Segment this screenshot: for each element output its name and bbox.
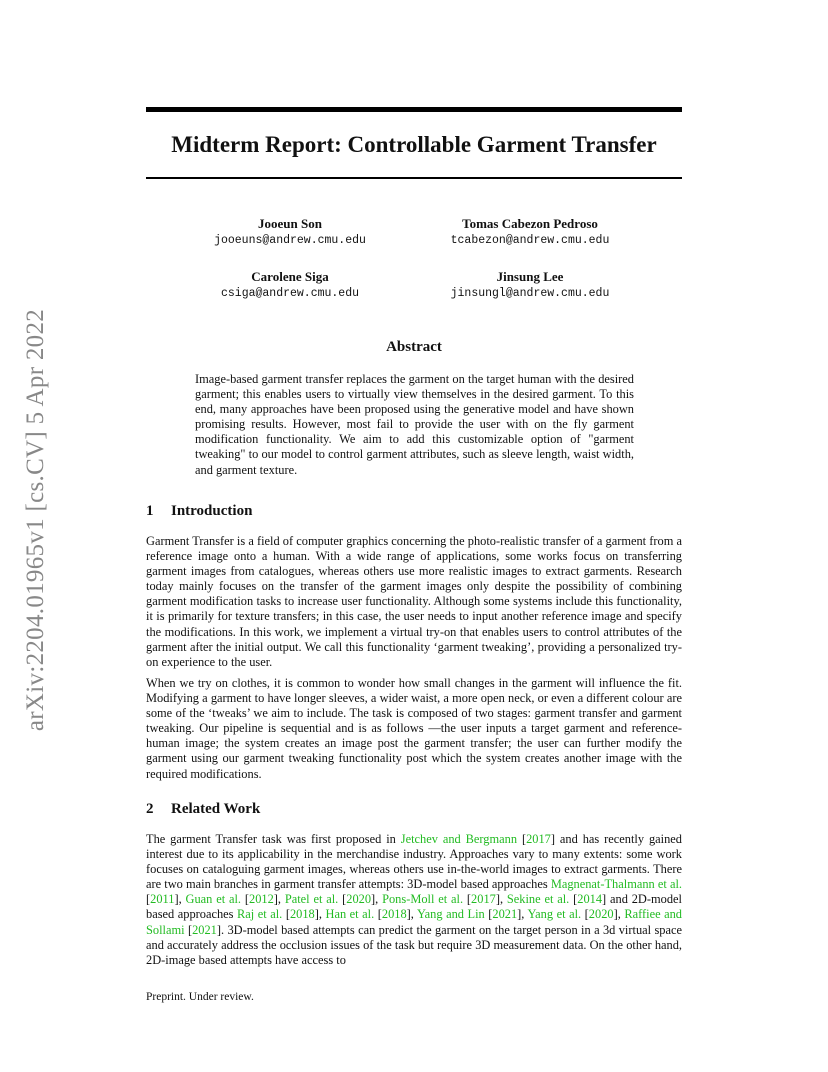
body-text: ], <box>371 892 383 907</box>
citation-year-link[interactable]: 2012 <box>249 892 274 907</box>
citation-link[interactable]: Jetchev and Bergmann <box>400 832 518 846</box>
body-text: The garment Transfer task was first proposed in <box>146 832 401 846</box>
author-block <box>420 216 640 249</box>
body-text: ], <box>406 907 417 922</box>
body-text: [ <box>484 907 493 922</box>
body-text: ] and has recently gained interest due to its applicability in the merchandise industry. Approaches vary to many extents: some work focuses on cataloguing garment images, whereas others use in-the-world images to extract garments. There are two main branches in garment transfer attempts: 3D-model based approaches <box>146 832 682 892</box>
author-name: Jooeun Son <box>258 216 322 231</box>
section-heading-related-work <box>146 799 260 819</box>
citation-link[interactable]: Yang et al. <box>527 907 582 922</box>
body-text: ], <box>517 907 528 922</box>
author-name: Carolene Siga <box>251 269 329 284</box>
section-number: 2 <box>146 801 154 817</box>
body-text: [ <box>581 907 589 922</box>
body-text: [ <box>241 892 249 907</box>
author-block <box>420 269 640 302</box>
body-text: ] and 2D-model based approaches <box>146 892 682 922</box>
citation-year-link[interactable]: 2020 <box>588 907 614 922</box>
citation-year-link[interactable]: 2018 <box>381 907 407 922</box>
citation-link[interactable]: Han et al. <box>325 907 375 922</box>
citation-year-link[interactable]: 2021 <box>192 922 217 937</box>
body-text: [ <box>184 922 193 937</box>
title-top-rule <box>146 107 682 112</box>
citation-year-link[interactable]: 2014 <box>577 892 603 907</box>
body-text: [ <box>146 892 151 907</box>
citation-link[interactable]: Patel et al. <box>284 892 339 907</box>
body-text: ], <box>613 907 625 922</box>
author-name: Tomas Cabezon Pedroso <box>462 216 598 231</box>
arxiv-identifier-stamp[interactable]: arXiv:2204.01965v1 [cs.CV] 5 Apr 2022 <box>22 308 49 732</box>
citation-year-link[interactable]: 2011 <box>150 892 175 907</box>
introduction-paragraph-2: When we try on clothes, it is common to wonder how small changes in the garment will influence the fit. Modifying a garment to have longer sleeves, a wider waist, a more open neck, or even a different colour are some of the ‘tweaks’ we aim to include. The task is composed of two stages: garment transfer and garment tweaking. Our pipeline is sequential and is as follows —the user inputs a target garment and reference-human image; the system creates an image post the garment transfer; the user can further modify the garment using our garment tweaking functionality post which the system creates another image with the required modifications. <box>146 676 682 781</box>
body-text: [ <box>282 907 290 922</box>
section-number: 1 <box>146 503 154 519</box>
author-name: Jinsung Lee <box>496 269 564 284</box>
body-text: ], <box>273 892 285 907</box>
citation-link[interactable]: Raffiee and Sollami <box>146 907 683 937</box>
citation-link[interactable]: Magnenat-Thalmann et al. <box>550 877 682 892</box>
citation-link[interactable]: Yang and Lin <box>416 907 485 922</box>
citation-link[interactable]: Pons-Moll et al. <box>382 892 464 907</box>
footer-note: Preprint. Under review. <box>146 991 254 1003</box>
introduction-paragraph-1: Garment Transfer is a field of computer graphics concerning the photo-realistic transfer of a garment from a reference image onto a human. With a wide range of applications, some works focus on transferring garment images from catalogues, whereas others use more realistic images to extract garments. Research today mainly focuses on the transfer of the garment images only despite the possibility of combining garment modification tasks to increase user functionality. Although some systems include this functionality, it is primarily for texture transfers; in this case, the user needs to input another reference image and specify the modifications. In this work, we implement a virtual try-on that enables users to control attributes of the garment after the initial output. We call this functionality ‘garment tweaking’, providing a personalized try-on experience to the user. <box>146 534 682 669</box>
related-work-paragraph <box>146 832 682 968</box>
author-block <box>180 269 400 302</box>
body-text: ], <box>174 892 186 907</box>
body-text: [ <box>338 892 347 907</box>
section-title: Introduction <box>171 503 253 519</box>
paper-title: Midterm Report: Controllable Garment Transfer <box>171 132 657 157</box>
body-text: [ <box>569 892 578 907</box>
body-text: ], <box>495 892 507 907</box>
section-heading-introduction <box>146 501 252 521</box>
author-email[interactable]: jinsungl@andrew.cmu.edu <box>450 287 610 300</box>
body-text: [ <box>517 832 527 846</box>
author-email[interactable]: csiga@andrew.cmu.edu <box>220 287 360 300</box>
body-text: [ <box>463 892 472 907</box>
citation-year-link[interactable]: 2017 <box>526 832 551 846</box>
citation-link[interactable]: Raj et al. <box>237 907 283 922</box>
body-text: ], <box>314 907 326 922</box>
citation-year-link[interactable]: 2020 <box>346 892 372 907</box>
author-email[interactable]: jooeuns@andrew.cmu.edu <box>214 234 366 247</box>
body-text: ]. 3D-model based attempts can predict the garment on the target person in a 3d virtual space and accurately address the occlusion issues of the task but require 3D measurement data. On the other hand, 2D-image based attempts have access to <box>146 922 682 967</box>
citation-link[interactable]: Sekine et al. <box>506 892 570 907</box>
citation-link[interactable]: Guan et al. <box>185 892 242 907</box>
citation-year-link[interactable]: 2018 <box>289 907 315 922</box>
author-block <box>180 216 400 249</box>
section-title: Related Work <box>171 801 261 817</box>
citation-year-link[interactable]: 2021 <box>492 907 518 922</box>
title-bottom-rule <box>146 177 682 179</box>
abstract-text: Image-based garment transfer replaces the garment on the target human with the desired garment; this enables users to virtually view themselves in the desired garment. To this end, many approaches have been proposed using the generative model and have shown promising results. However, most fail to provide the user with on the fly garment modification functionality. We aim to add this customizable option of "garment tweaking" to our model to control garment attributes, such as sleeve length, waist width, and garment texture. <box>195 372 634 477</box>
abstract-heading: Abstract <box>386 339 442 355</box>
author-email[interactable]: tcabezon@andrew.cmu.edu <box>450 234 610 247</box>
body-text: [ <box>374 907 382 922</box>
citation-year-link[interactable]: 2017 <box>471 892 496 907</box>
